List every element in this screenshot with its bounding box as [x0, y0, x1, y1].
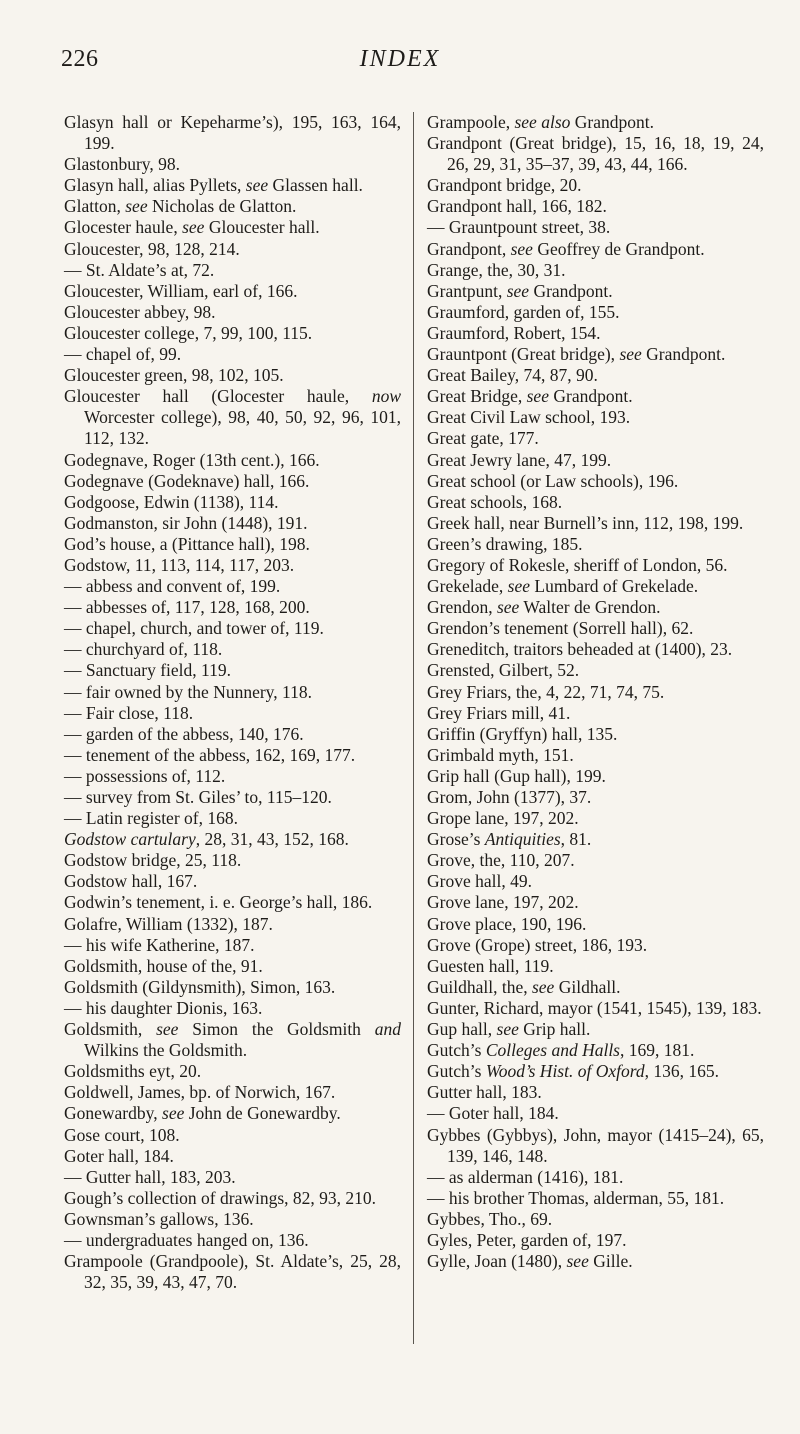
index-entry: Gough’s collection of drawings, 82, 93, 210.	[64, 1187, 377, 1208]
index-entry: Great Bailey, 74, 87, 90.	[427, 365, 598, 386]
index-entry: — garden of the abbess, 140, 176.	[64, 723, 304, 744]
index-entry: Glasyn hall or Kepeharme’s), 195, 163, 164, 199.	[64, 112, 401, 154]
index-entry: — St. Aldate’s at, 72.	[64, 259, 215, 280]
index-entry: Gregory of Rokesle, sheriff of London, 56.	[427, 554, 728, 575]
index-entry: Green’s drawing, 185.	[427, 533, 583, 554]
page-number: 226	[61, 46, 99, 72]
index-entry: Grampoole (Grandpoole), St. Aldate’s, 25, 28, 32, 35, 39, 43, 47, 70.	[64, 1251, 401, 1293]
index-entry: — abbess and convent of, 199.	[64, 576, 281, 597]
index-entry: — chapel, church, and tower of, 119.	[64, 618, 324, 639]
index-entry: Grandpont bridge, 20.	[427, 175, 582, 196]
index-entry: Golafre, William (1332), 187.	[64, 913, 273, 934]
index-entry: — chapel of, 99.	[64, 344, 182, 365]
index-entry: Greneditch, traitors beheaded at (1400), 23.	[427, 639, 733, 660]
index-entry: Grip hall (Gup hall), 199.	[427, 765, 606, 786]
index-entry: Godstow, 11, 113, 114, 117, 203.	[64, 554, 295, 575]
index-entry: Grandpont hall, 166, 182.	[427, 196, 607, 217]
index-entry: Gloucester, William, earl of, 166.	[64, 280, 298, 301]
index-entry: Goldsmith, see Simon the Goldsmith and Wilkins the Goldsmith.	[64, 1019, 402, 1061]
index-entry: — churchyard of, 118.	[64, 639, 223, 660]
index-entry: Grose’s Antiquities, 81.	[427, 829, 592, 850]
index-entry: Graumford, Robert, 154.	[427, 322, 601, 343]
index-entry: Grove place, 190, 196.	[427, 913, 587, 934]
index-entry: — his wife Katherine, 187.	[64, 934, 255, 955]
running-head: INDEX	[359, 46, 441, 72]
index-entry: Grampoole, see also Grandpont.	[427, 112, 654, 132]
index-entry: — tenement of the abbess, 162, 169, 177.	[64, 744, 356, 765]
index-entry: Glastonbury, 98.	[64, 154, 181, 175]
index-entry: Great gate, 177.	[427, 428, 539, 449]
index-entry: Greek hall, near Burnell’s inn, 112, 198, 199.	[427, 512, 744, 533]
index-entry: Grantpunt, see Grandpont.	[427, 280, 613, 301]
index-entry: Graumford, garden of, 155.	[427, 301, 620, 322]
index-entry: Gose court, 108.	[64, 1124, 180, 1145]
index-entry: Godstow cartulary, 28, 31, 43, 152, 168.	[64, 829, 349, 850]
index-entry: Grope lane, 197, 202.	[427, 808, 579, 829]
index-entry: Gownsman’s gallows, 136.	[64, 1208, 254, 1229]
index-entry: Gylle, Joan (1480), see Gille.	[427, 1251, 633, 1272]
index-column-right	[427, 112, 764, 1272]
index-entry: Goldsmith, house of the, 91.	[64, 955, 263, 976]
index-entry: Gutch’s Wood’s Hist. of Oxford, 136, 165.	[427, 1061, 720, 1082]
index-entry: Grandpont, see Geoffrey de Grandpont.	[427, 238, 705, 259]
index-entry: Grauntpont (Great bridge), see Grandpont.	[427, 344, 726, 365]
index-entry: — survey from St. Giles’ to, 115–120.	[64, 787, 332, 807]
index-entry: Gonewardby, see John de Gonewardby.	[64, 1103, 341, 1124]
index-entry: — fair owned by the Nunnery, 118.	[64, 681, 313, 702]
index-entry: Glasyn hall, alias Pyllets, see Glassen hall.	[64, 175, 363, 196]
index-entry: Glocester haule, see Gloucester hall.	[64, 217, 320, 238]
index-entry: Godegnave, Roger (13th cent.), 166.	[64, 449, 320, 470]
index-entry: — Sanctuary field, 119.	[64, 660, 232, 681]
index-entry: Grove (Grope) street, 186, 193.	[427, 934, 648, 955]
index-entry: Grandpont (Great bridge), 15, 16, 18, 19, 24, 26, 29, 31, 35–37, 39, 43, 44, 166.	[427, 133, 764, 175]
index-entry: Goter hall, 184.	[64, 1145, 174, 1166]
index-entry: Grekelade, see Lumbard of Grekelade.	[427, 576, 699, 597]
index-entry: Gloucester green, 98, 102, 105.	[64, 365, 284, 386]
index-entry: Goldwell, James, bp. of Norwich, 167.	[64, 1082, 336, 1103]
index-entry: Godegnave (Godeknave) hall, 166.	[64, 470, 310, 491]
index-entry: Goldsmiths eyt, 20.	[64, 1061, 202, 1082]
index-entry: Great schools, 168.	[427, 491, 563, 512]
index-entry: Grove, the, 110, 207.	[427, 850, 575, 871]
index-entry: — Goter hall, 184.	[427, 1103, 559, 1124]
index-entry: Gunter, Richard, mayor (1541, 1545), 139, 183.	[427, 997, 762, 1018]
index-entry: Grendon’s tenement (Sorrell hall), 62.	[427, 618, 694, 639]
index-entry: Grimbald myth, 151.	[427, 744, 574, 765]
index-entry: Gloucester college, 7, 99, 100, 115.	[64, 322, 313, 343]
index-entry: Gybbes, Tho., 69.	[427, 1208, 553, 1229]
index-entry: Godstow bridge, 25, 118.	[64, 850, 242, 871]
index-entry: Gutter hall, 183.	[427, 1082, 542, 1103]
index-entry: Great Bridge, see Grandpont.	[427, 386, 633, 407]
index-entry: Godgoose, Edwin (1138), 114.	[64, 491, 279, 512]
index-entry: Gloucester, 98, 128, 214.	[64, 238, 240, 259]
index-entry: Gybbes (Gybbys), John, mayor (1415–24), 65, 139, 146, 148.	[427, 1124, 764, 1166]
index-entry: Grey Friars mill, 41.	[427, 702, 571, 723]
index-entry: — Fair close, 118.	[64, 702, 194, 723]
index-entry: God’s house, a (Pittance hall), 198.	[64, 533, 310, 554]
index-entry: Guildhall, the, see Gildhall.	[427, 976, 621, 997]
index-column-left	[64, 112, 401, 1293]
index-entry: — his brother Thomas, alderman, 55, 181.	[427, 1187, 725, 1208]
index-entry: — Grauntpount street, 38.	[427, 217, 611, 238]
index-entry: Grom, John (1377), 37.	[427, 787, 592, 807]
index-entry: — Gutter hall, 183, 203.	[64, 1166, 236, 1187]
index-entry: Grendon, see Walter de Grendon.	[427, 597, 661, 618]
index-entry: — as alderman (1416), 181.	[427, 1166, 624, 1187]
index-entry: Godwin’s tenement, i. e. George’s hall, 186.	[64, 892, 373, 913]
index-entry: Gup hall, see Grip hall.	[427, 1019, 591, 1040]
index-entry: Grange, the, 30, 31.	[427, 259, 566, 280]
index-entry: Gloucester hall (Glocester haule, now Worcester college), 98, 40, 50, 92, 96, 101, 112, 132.	[64, 386, 401, 449]
index-entry: Grove hall, 49.	[427, 871, 532, 892]
index-entry: Gutch’s Colleges and Halls, 169, 181.	[427, 1040, 695, 1061]
index-entry: Gloucester abbey, 98.	[64, 301, 216, 322]
index-entry: Glatton, see Nicholas de Glatton.	[64, 196, 297, 217]
index-entry: Guesten hall, 119.	[427, 955, 554, 976]
index-entry: Gyles, Peter, garden of, 197.	[427, 1229, 627, 1250]
index-entry: Great school (or Law schools), 196.	[427, 470, 679, 491]
column-divider	[413, 112, 414, 1344]
index-entry: Goldsmith (Gildynsmith), Simon, 163.	[64, 976, 336, 997]
index-entry: Godmanston, sir John (1448), 191.	[64, 512, 308, 533]
index-entry: Griffin (Gryffyn) hall, 135.	[427, 723, 618, 744]
index-entry: Great Civil Law school, 193.	[427, 407, 631, 428]
index-entry: — his daughter Dionis, 163.	[64, 997, 263, 1018]
index-entry: — Latin register of, 168.	[64, 808, 238, 829]
index-entry: Grensted, Gilbert, 52.	[427, 660, 580, 681]
index-entry: Grey Friars, the, 4, 22, 71, 74, 75.	[427, 681, 665, 702]
index-entry: Great Jewry lane, 47, 199.	[427, 449, 612, 470]
index-entry: — abbesses of, 117, 128, 168, 200.	[64, 597, 310, 618]
index-entry: Godstow hall, 167.	[64, 871, 198, 892]
index-entry: Grove lane, 197, 202.	[427, 892, 579, 913]
index-entry: — undergraduates hanged on, 136.	[64, 1229, 309, 1250]
index-entry: — possessions of, 112.	[64, 765, 226, 786]
